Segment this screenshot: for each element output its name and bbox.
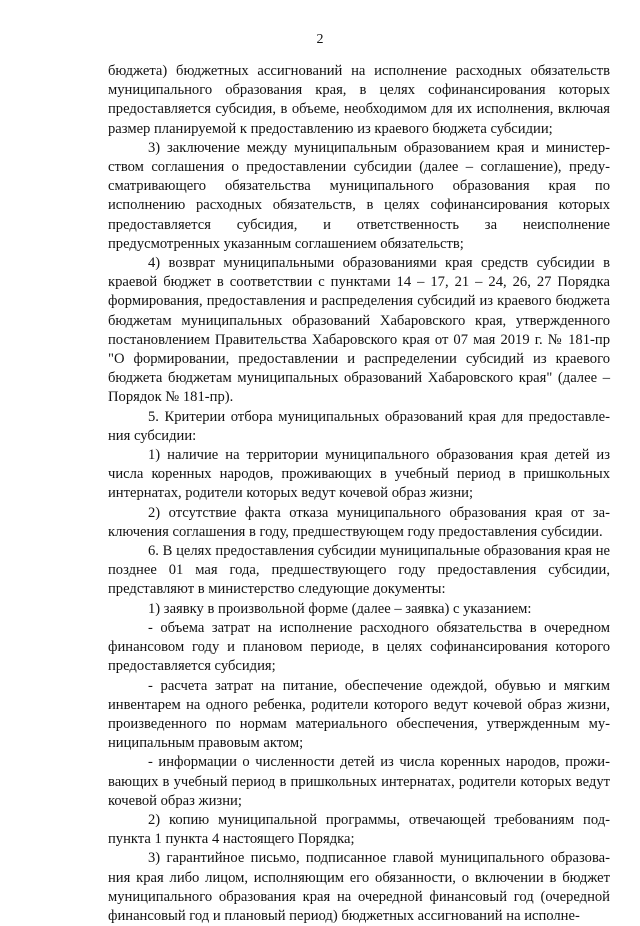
- paragraph-13: 3) гарантийное письмо, подписанное главой муниципального образования края либо лицом, исполняющим его обязанности, о включении в бюджет муниципального образования края на очередной финансовый год (очередной финансовый год и плановый период) бюджетных ассигнований на исполне-: [108, 850, 610, 924]
- paragraph-8: 1) заявку в произвольной форме (далее – заявка) с указанием:: [148, 600, 532, 617]
- document-body: [108, 62, 610, 926]
- paragraph-3: 4) возврат муниципальными образованиями края средств субсидии в краевой бюджет в соответствии с пунктами 14 – 17, 21 – 24, 26, 27 Порядка формирования, предоставления и распределения субсидий из краевого бюджета бюджетам муниципальных образований Хабаровского края, утвержденного постановлением Правительства Хабаровского края от 07 мая 2019 г. № 181-пр "О формировании, предоставлении и распределении субсидий из краевого бюджета бюджетам муниципальных образований Хабаровского края" (далее – Порядок № 181-пр).: [108, 255, 610, 406]
- paragraph-7: 6. В целях предоставления субсидии муниципальные образования края не позднее 01 мая года, предшествующего году предоставления субсидии, представляют в министерство следующие документы:: [108, 543, 610, 598]
- paragraph-9: - объема затрат на исполнение расходного обязательства в очередном финансовом году и плановом периоде, в целях софинансирования которого предоставляется субсидия;: [108, 619, 610, 675]
- paragraph-11: - информации о численности детей из числа коренных народов, проживающих в учебный период в пришкольных интернатах, родители которых ведут кочевой образ жизни;: [108, 754, 610, 809]
- paragraph-5: 1) наличие на территории муниципального образования края детей из числа коренных народов, проживающих в учебный период в пришкольных интернатах, родители которых ведут кочевой образ жизни;: [108, 447, 610, 502]
- paragraph-1: бюджета) бюджетных ассигнований на исполнение расходных обязательств муниципального образования края, в целях софинансирования которых предоставляется субсидия, в объеме, необходимом для их исполнения, включая размер планируемой к предоставлению из краевого бюджета субсидии;: [108, 63, 610, 137]
- paragraph-12: 2) копию муниципальной программы, отвечающей требованиям подпункта 1 пункта 4 настоящего Порядка;: [108, 811, 610, 848]
- paragraph-10: - расчета затрат на питание, обеспечение одеждой, обувью и мягким инвентарем на одного ребенка, родители которого ведут кочевой образ жизни, произведенного по нормам материального обеспечения, утвержденным муниципальным правовым актом;: [108, 677, 610, 752]
- page-number: 2: [316, 32, 324, 47]
- paragraph-2: 3) заключение между муниципальным образованием края и министерством соглашения о предоставлении субсидии (далее – соглашение), предусматривающего обязательства муниципального образования края по исполнению расходных обязательств, в целях софинансирования которых предоставляется субсидия, и ответственность за неисполнение предусмотренных указанным соглашением обязательств;: [108, 139, 610, 252]
- paragraph-6: 2) отсутствие факта отказа муниципального образования края от заключения соглашения в году, предшествующем году предоставления субсидии.: [108, 504, 610, 540]
- paragraph-4: 5. Критерии отбора муниципальных образований края для предоставления субсидии:: [108, 408, 610, 444]
